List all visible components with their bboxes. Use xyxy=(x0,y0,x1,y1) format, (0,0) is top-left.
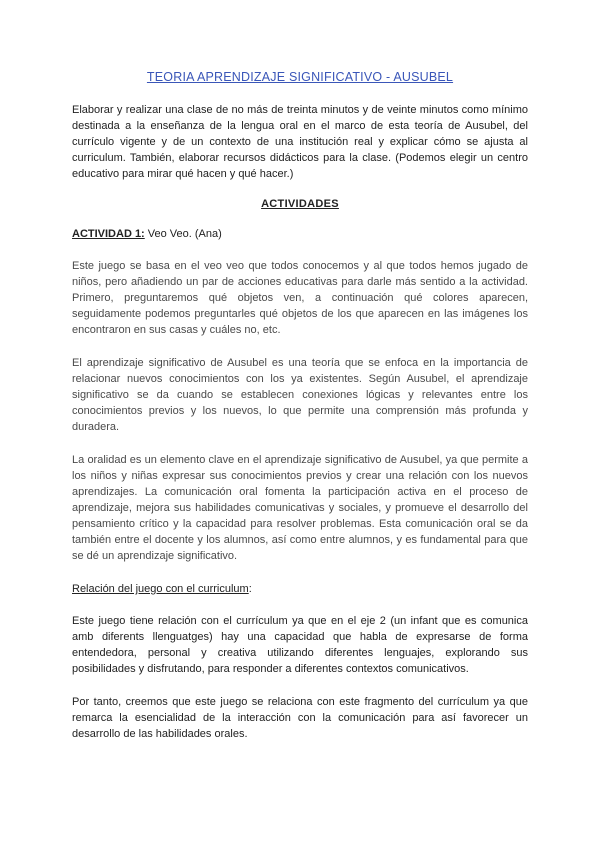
document-title: TEORIA APRENDIZAJE SIGNIFICATIVO - AUSUBEL xyxy=(146,70,454,84)
activity-1-name: Veo Veo. (Ana) xyxy=(144,228,222,240)
activity-1-line xyxy=(72,226,528,242)
activities-heading: ACTIVIDADES xyxy=(261,198,339,210)
game-description-paragraph: Este juego se basa en el veo veo que todos conocemos y al que todos hemos jugado de niños, pero añadiendo un par de acciones educativas para darle más sentido a la actividad. Primero, preguntaremos qué objetos ven, a continuación qué colores aparecen, seguidamente podemos preguntarles qué objetos de los que aparecen en las imágenes los encontraron en sus casas y cuáles no, etc. xyxy=(72,260,528,336)
conclusion-paragraph: Por tanto, creemos que este juego se relaciona con este fragmento del currículum ya que remarca la esencialidad de la interacción con la comunicación para así favorecer un desarrollo de las habilidades orales. xyxy=(72,696,528,740)
relation-heading-text: Relación del juego con el curriculum xyxy=(72,583,249,595)
intro-paragraph: Elaborar y realizar una clase de no más de treinta minutos y de veinte minutos como mínimo destinada a la enseñanza de la lengua oral en el marco de esta teoría de Ausubel, del currículo vigente y de un contexto de una institución real y explicar cómo se ajusta al curriculum. También, elaborar recursos didácticos para la clase. (Podemos elegir un centro educativo para mirar qué hacen y qué hacer.) xyxy=(72,104,528,180)
curriculum-relation-paragraph: Este juego tiene relación con el currículum ya que en el eje 2 (un infant que es comunica amb diferents llenguatges) hay una capacidad que habla de expresarse de forma entendedora, personal y creativa utilizando diferentes lenguajes, explorando sus posibilidades y disfrutando, para responder a diferentes contextos comunicativos. xyxy=(72,615,528,675)
ausubel-theory-paragraph: El aprendizaje significativo de Ausubel es una teoría que se enfoca en la importancia de relacionar nuevos conocimientos con los ya existentes. Según Ausubel, el aprendizaje significativo se da cuando se establecen conexiones lógicas y relevantes entre los conocimientos previos y los nuevos, lo que permite una comprensión más profunda y duradera. xyxy=(72,357,528,433)
document-page xyxy=(72,70,528,742)
activity-1-label: ACTIVIDAD 1: xyxy=(72,228,145,240)
orality-paragraph: La oralidad es un elemento clave en el aprendizaje significativo de Ausubel, ya que permite a los niños y niñas expresar sus conocimientos previos y crear una relación con los nuevos aprendizajes. La comunicación oral fomenta la participación activa en el proceso de aprendizaje, mejora sus habilidades comunicativas y sociales, y promueve el desarrollo del pensamiento crítico y la capacidad para resolver problemas. Esta comunicación oral se da también entre el docente y los alumnos, así como entre alumnos, y es fundamental para que se dé un aprendizaje significativo. xyxy=(72,454,528,562)
relation-heading-colon: : xyxy=(248,583,252,595)
relation-heading xyxy=(72,581,528,597)
